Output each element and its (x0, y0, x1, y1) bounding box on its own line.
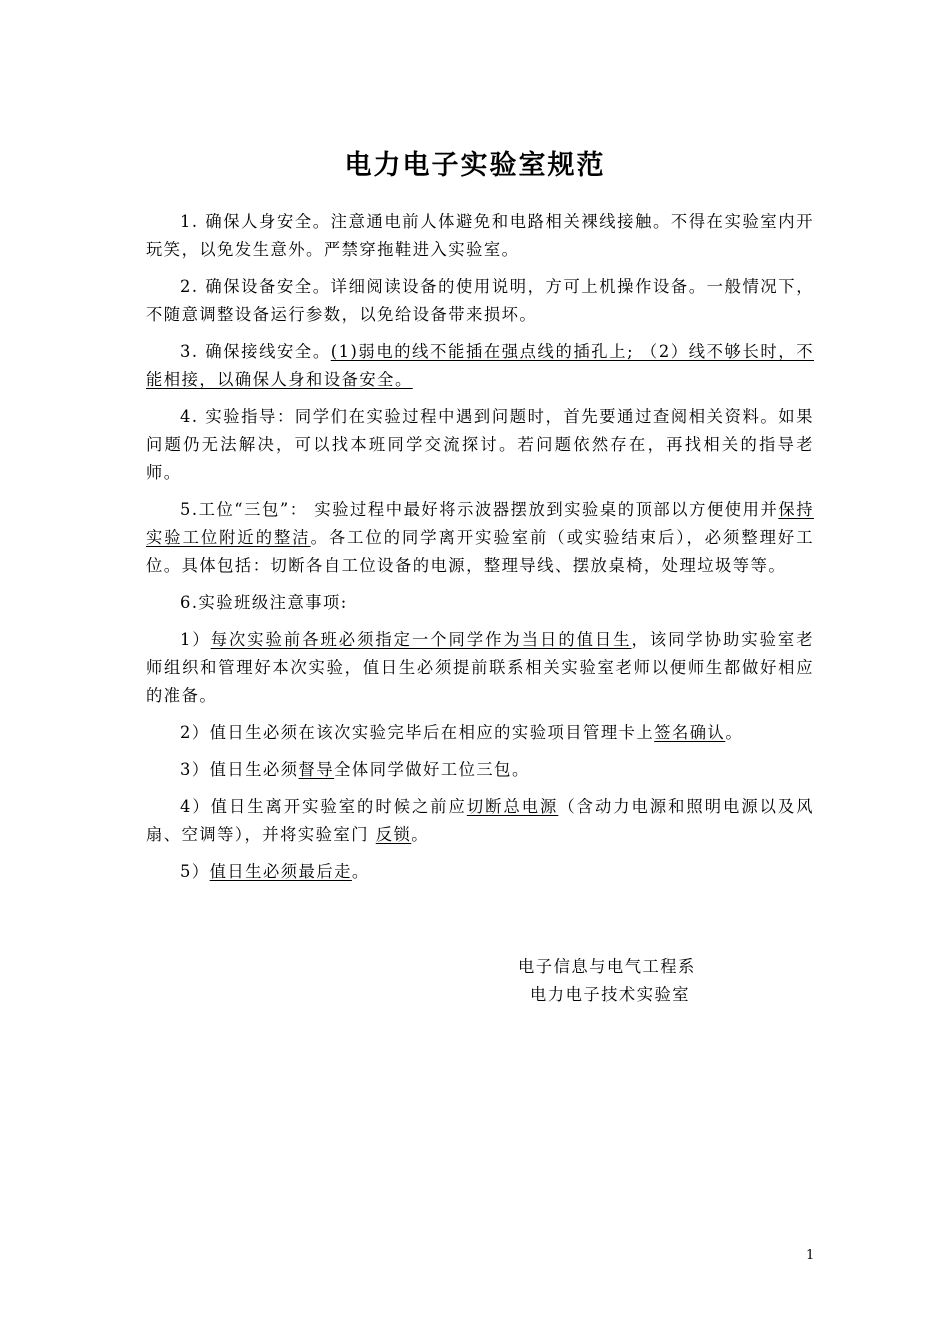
rule-paragraph (146, 208, 814, 264)
underlined-segment: 督导 (298, 760, 335, 779)
paragraph-segment: 2. 确保设备安全。详细阅读设备的使用说明，方可上机操作设备。一般情况下，不随意调整设备运行参数，以免给设备带来损坏。 (146, 277, 814, 324)
paragraph-segment: ，该同学协助实验室老师组织和管理好本次实验，值日生必须提前联系相关实验室老师以便师生都做好相应的准备。 (146, 630, 814, 705)
paragraph-segment: 1. 确保人身安全。注意通电前人体避免和电路相关裸线接触。不得在实验室内开玩笑，以免发生意外。严禁穿拖鞋进入实验室。 (146, 212, 814, 259)
underlined-segment: 切断总电源 (466, 797, 559, 816)
paragraph-segment: 5.工位“三包”： 实验过程中最好将示波器摆放到实验桌的顶部以方便使用并 (180, 500, 779, 519)
paragraph-segment: 2）值日生必须在该次实验完毕后在相应的实验项目管理卡上 (180, 723, 655, 742)
signature-block (518, 953, 718, 1009)
rule-paragraph (146, 756, 814, 784)
lab-name: 电力电子技术实验室 (530, 985, 691, 1004)
paragraph-segment: 3）值日生必须 (180, 760, 299, 779)
page-number: 1 (806, 1248, 815, 1263)
paragraph-segment: 5） (180, 862, 210, 881)
rule-paragraph (146, 273, 814, 329)
rule-paragraph (146, 626, 814, 710)
document-title: 电力电子实验室规范 (344, 150, 606, 181)
paragraph-segment: 6.实验班级注意事项: (180, 593, 348, 612)
paragraph-segment: 全体同学做好工位三包。 (334, 760, 530, 779)
underlined-segment: 签名确认 (654, 723, 726, 742)
paragraph-segment: 4. 实验指导：同学们在实验过程中遇到问题时，首先要通过查阅相关资料。如果问题仍无法解决，可以找本班同学交流探讨。若问题依然存在，再找相关的指导老师。 (146, 407, 814, 482)
underlined-segment: 每次实验前各班必须指定一个同学作为当日的值日生 (210, 630, 632, 649)
rule-paragraph (146, 403, 814, 487)
rule-paragraph (146, 719, 814, 747)
rule-paragraph (146, 858, 814, 886)
paragraph-segment: 1） (180, 630, 211, 649)
underlined-segment: 值日生必须最后走 (209, 862, 352, 881)
paragraph-segment: 。 (351, 862, 370, 881)
paragraph-segment: 。各工位的同学离开实验室前（或实验结束后），必须整理好工位。具体包括：切断各自工位设备的电源，整理导线、摆放桌椅，处理垃圾等等。 (146, 528, 814, 575)
paragraph-segment: （含动力电源和照明电源以及风扇、空调等），并将实验室门 (146, 797, 814, 844)
underlined-segment: 反锁 (375, 825, 412, 844)
underlined-segment: 保持实验工位附近的整洁 (146, 500, 814, 547)
department-name: 电子信息与电气工程系 (518, 957, 696, 976)
paragraph-segment: 。 (725, 723, 744, 742)
rule-paragraph (146, 338, 814, 394)
rule-paragraph (146, 793, 814, 849)
rule-paragraph (146, 496, 814, 580)
document-body (146, 208, 814, 895)
paragraph-segment: 3. 确保接线安全。 (180, 342, 331, 361)
underlined-segment: (1)弱电的线不能插在强点线的插孔上; （2）线不够长时，不能相接，以确保人身和设备安全。 (146, 342, 814, 389)
rule-paragraph (146, 589, 814, 617)
paragraph-segment: 。 (411, 825, 430, 844)
paragraph-segment: 4）值日生离开实验室的时候之前应 (180, 797, 467, 816)
